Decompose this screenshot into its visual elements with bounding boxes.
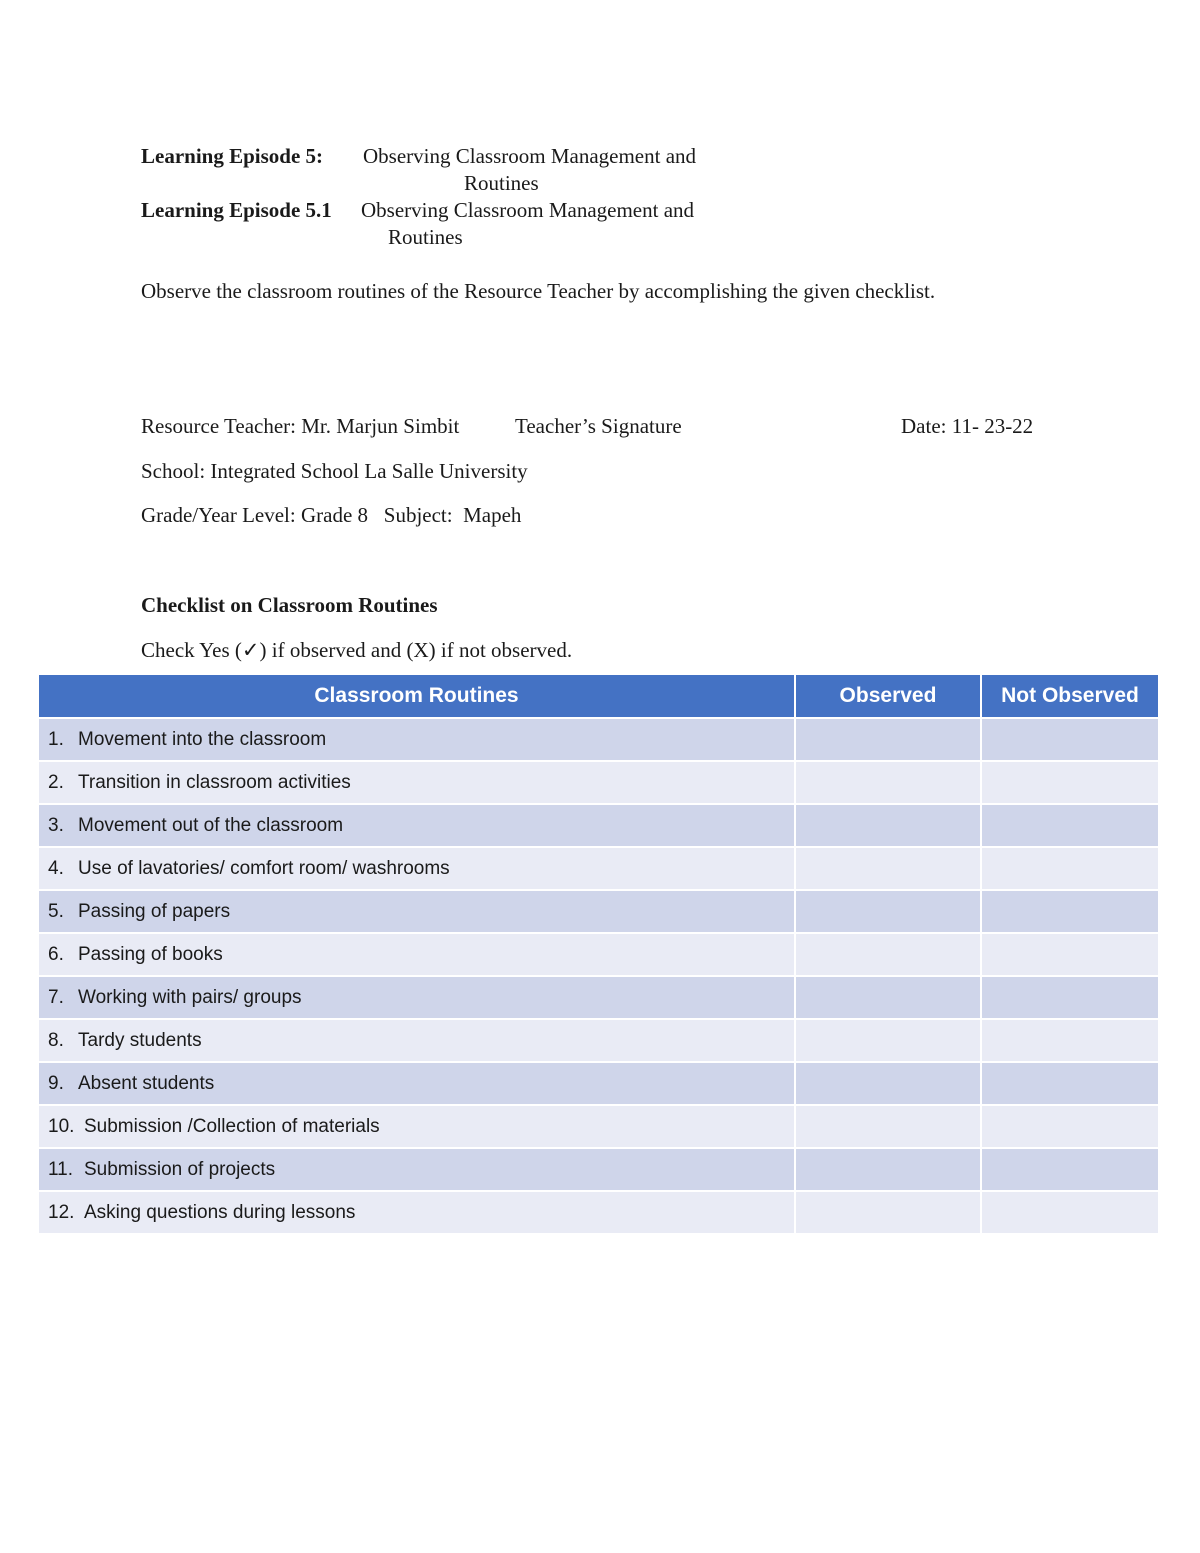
table-row [39, 1019, 1158, 1062]
episode5-title-line1: Observing Classroom Management and [363, 144, 697, 168]
routine-cell [39, 718, 795, 761]
row-number: 11. [48, 1158, 74, 1180]
not-observed-cell[interactable] [981, 804, 1158, 847]
routine-cell [39, 1019, 795, 1062]
routine-label: Use of lavatories/ comfort room/ washrooms [78, 857, 450, 879]
table-row [39, 933, 1158, 976]
routine-cell [39, 976, 795, 1019]
table-row [39, 890, 1158, 933]
routine-label: Passing of papers [78, 900, 231, 922]
table-row [39, 1148, 1158, 1191]
not-observed-cell[interactable] [981, 1062, 1158, 1105]
observed-cell[interactable] [795, 1191, 981, 1233]
not-observed-cell[interactable] [981, 890, 1158, 933]
column-header-observed: Observed [795, 675, 981, 718]
checklist-title: Checklist on Classroom Routines [141, 593, 438, 617]
row-number: 6. [48, 943, 64, 965]
table-row [39, 847, 1158, 890]
routine-cell [39, 1191, 795, 1233]
routine-label: Submission of projects [84, 1158, 276, 1180]
episode5-label: Learning Episode 5: [141, 144, 324, 168]
episode51-title-line2: Routines [388, 225, 463, 249]
table-row [39, 1105, 1158, 1148]
row-number: 8. [48, 1029, 64, 1051]
not-observed-cell[interactable] [981, 933, 1158, 976]
not-observed-cell[interactable] [981, 1148, 1158, 1191]
routine-cell [39, 1105, 795, 1148]
row-number: 9. [48, 1072, 64, 1094]
table-row [39, 761, 1158, 804]
routine-cell [39, 1148, 795, 1191]
table-row [39, 718, 1158, 761]
school-field: School: Integrated School La Salle University [141, 459, 528, 483]
not-observed-cell[interactable] [981, 761, 1158, 804]
not-observed-cell[interactable] [981, 1105, 1158, 1148]
row-number: 7. [48, 986, 64, 1008]
observed-cell[interactable] [795, 976, 981, 1019]
routine-label: Submission /Collection of materials [84, 1115, 380, 1137]
instruction-text: Observe the classroom routines of the Resource Teacher by accomplishing the given checklist. [141, 279, 936, 303]
observed-cell[interactable] [795, 804, 981, 847]
observed-cell[interactable] [795, 890, 981, 933]
routine-label: Absent students [78, 1072, 215, 1094]
table-row [39, 976, 1158, 1019]
not-observed-cell[interactable] [981, 1019, 1158, 1062]
row-number: 2. [48, 771, 64, 793]
observed-cell[interactable] [795, 718, 981, 761]
not-observed-cell[interactable] [981, 1191, 1158, 1233]
routine-label: Working with pairs/ groups [78, 986, 302, 1008]
observed-cell[interactable] [795, 847, 981, 890]
row-number: 5. [48, 900, 64, 922]
observed-cell[interactable] [795, 1062, 981, 1105]
not-observed-cell[interactable] [981, 847, 1158, 890]
resource-teacher: Resource Teacher: Mr. Marjun Simbit [141, 414, 460, 438]
table-row [39, 804, 1158, 847]
not-observed-cell[interactable] [981, 718, 1158, 761]
signature-label: Teacher’s Signature [515, 414, 682, 438]
routine-cell [39, 890, 795, 933]
routine-label: Movement into the classroom [78, 728, 327, 750]
routine-cell [39, 761, 795, 804]
routine-label: Asking questions during lessons [84, 1201, 356, 1223]
observed-cell[interactable] [795, 933, 981, 976]
episode51-title-line1: Observing Classroom Management and [361, 198, 695, 222]
routine-label: Passing of books [78, 943, 223, 965]
date-field: Date: 11- 23-22 [901, 414, 1034, 438]
observed-cell[interactable] [795, 1148, 981, 1191]
row-number: 4. [48, 857, 64, 879]
observed-cell[interactable] [795, 761, 981, 804]
routine-cell [39, 804, 795, 847]
column-header-not-observed: Not Observed [981, 675, 1158, 718]
observed-cell[interactable] [795, 1019, 981, 1062]
episode5-title-line2: Routines [464, 171, 539, 195]
checklist-table [39, 675, 1158, 1233]
row-number: 12. [48, 1201, 75, 1223]
episode51-label: Learning Episode 5.1 [141, 198, 332, 222]
table-row [39, 1191, 1158, 1233]
table-row [39, 1062, 1158, 1105]
routine-cell [39, 847, 795, 890]
routine-label: Tardy students [78, 1029, 202, 1051]
not-observed-cell[interactable] [981, 976, 1158, 1019]
table-header-row [39, 675, 1158, 718]
row-number: 1. [48, 728, 64, 750]
routine-cell [39, 933, 795, 976]
row-number: 3. [48, 814, 64, 836]
column-header-routines: Classroom Routines [39, 675, 795, 718]
checklist-instruction: Check Yes (✓) if observed and (X) if not observed. [141, 638, 573, 662]
routine-label: Transition in classroom activities [78, 771, 351, 793]
grade-subject-field: Grade/Year Level: Grade 8 Subject: Mapeh [141, 503, 522, 527]
routine-cell [39, 1062, 795, 1105]
observed-cell[interactable] [795, 1105, 981, 1148]
row-number: 10. [48, 1115, 75, 1137]
routine-label: Movement out of the classroom [78, 814, 344, 836]
